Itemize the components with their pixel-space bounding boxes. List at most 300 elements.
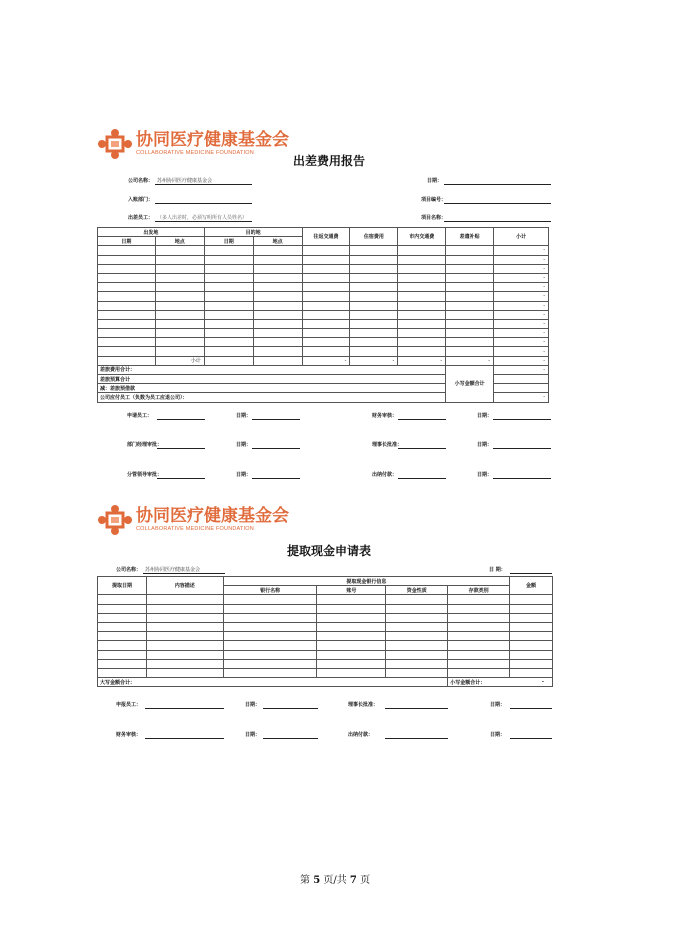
withdrawal-cell[interactable] bbox=[386, 622, 448, 631]
withdrawal-cell[interactable] bbox=[386, 659, 448, 668]
withdrawal-cell[interactable] bbox=[317, 641, 386, 650]
expense-cell[interactable] bbox=[98, 273, 156, 282]
signature-line[interactable] bbox=[398, 478, 446, 479]
expense-cell[interactable] bbox=[446, 273, 494, 282]
signature-label: 申报员工： bbox=[116, 702, 142, 708]
withdrawal-cell[interactable] bbox=[510, 595, 553, 604]
withdrawal-cell[interactable] bbox=[448, 622, 510, 631]
header-allowance: 差遣补贴 bbox=[446, 228, 494, 246]
foundation-logo bbox=[96, 127, 289, 161]
expense-cell[interactable] bbox=[446, 255, 494, 264]
signature-label: 分管领导审批： bbox=[127, 472, 163, 478]
summary-total-expense: 差旅费用合计： bbox=[98, 365, 446, 374]
logo-cn-text: 协同医疗健康基金会 bbox=[136, 505, 289, 526]
withdrawal-cell[interactable] bbox=[223, 632, 317, 641]
withdrawal-cell[interactable] bbox=[146, 650, 223, 659]
withdrawal-row[interactable] bbox=[98, 650, 553, 659]
expense-cell[interactable] bbox=[350, 301, 398, 310]
withdrawal-cell[interactable] bbox=[386, 632, 448, 641]
expense-cell[interactable] bbox=[204, 255, 253, 264]
expense-cell[interactable] bbox=[446, 301, 494, 310]
expense-row[interactable] bbox=[98, 338, 549, 347]
expense-cell[interactable] bbox=[398, 319, 446, 328]
withdrawal-row[interactable] bbox=[98, 659, 553, 668]
expense-cell[interactable] bbox=[155, 292, 204, 301]
withdrawal-cell[interactable] bbox=[223, 604, 317, 613]
signature-line[interactable] bbox=[263, 708, 318, 709]
expense-row[interactable] bbox=[98, 246, 549, 255]
row-subtotal-value[interactable]: - bbox=[494, 329, 549, 338]
header-origin-place: 地点 bbox=[155, 237, 204, 246]
signature-label: 部门经理审批： bbox=[127, 442, 163, 448]
form1-dept-line[interactable] bbox=[155, 203, 252, 204]
signature-line[interactable] bbox=[252, 419, 300, 420]
header-withdraw-date: 提取日期 bbox=[98, 577, 147, 595]
form1-date-label: 日期： bbox=[427, 178, 443, 184]
withdrawal-cell[interactable] bbox=[510, 613, 553, 622]
form2-date-label: 日 期： bbox=[489, 567, 506, 573]
withdrawal-row[interactable] bbox=[98, 604, 553, 613]
form1-title: 出差费用报告 bbox=[293, 154, 366, 168]
expense-cell[interactable] bbox=[155, 273, 204, 282]
signature-line[interactable] bbox=[398, 419, 446, 420]
form1-date-line[interactable] bbox=[444, 184, 551, 185]
expense-cell[interactable] bbox=[98, 310, 156, 319]
row-subtotal-value[interactable]: - bbox=[494, 264, 549, 273]
summary-total-expense-value: - bbox=[494, 365, 549, 374]
form1-traveler-label: 出差员工： bbox=[128, 215, 154, 221]
expense-cell[interactable] bbox=[398, 283, 446, 292]
expense-cell[interactable] bbox=[204, 310, 253, 319]
form2-company-value: 苏州协同医疗健康基金会 bbox=[145, 567, 201, 573]
form1-company-value: 苏州协同医疗健康基金会 bbox=[157, 178, 213, 184]
signature-line[interactable] bbox=[157, 419, 205, 420]
withdrawal-cell[interactable] bbox=[448, 604, 510, 613]
withdrawal-row[interactable] bbox=[98, 613, 553, 622]
withdrawal-cell[interactable] bbox=[386, 668, 448, 677]
form1-dept-label: 入账部门： bbox=[128, 197, 154, 203]
signature-line[interactable] bbox=[493, 478, 551, 479]
header-fund-nature: 资金性质 bbox=[386, 586, 448, 595]
expense-cell[interactable] bbox=[302, 347, 350, 356]
expense-cell[interactable] bbox=[302, 264, 350, 273]
withdrawal-cell[interactable] bbox=[223, 613, 317, 622]
expense-cell[interactable] bbox=[155, 329, 204, 338]
withdrawal-cell[interactable] bbox=[386, 650, 448, 659]
logo-en-text: COLLABORATIVE MEDICINE FOUNDATION bbox=[136, 149, 254, 156]
expense-cell[interactable] bbox=[253, 338, 302, 347]
withdrawal-cell[interactable] bbox=[146, 622, 223, 631]
expense-cell[interactable] bbox=[398, 329, 446, 338]
header-dest-place: 地点 bbox=[253, 237, 302, 246]
expense-cell[interactable] bbox=[398, 292, 446, 301]
expense-cell[interactable] bbox=[253, 264, 302, 273]
expense-row[interactable] bbox=[98, 255, 549, 264]
withdrawal-cell[interactable] bbox=[223, 659, 317, 668]
signature-line[interactable] bbox=[510, 708, 552, 709]
expense-cell[interactable] bbox=[204, 292, 253, 301]
footer-prefix: 第 bbox=[300, 875, 310, 886]
subtotal-transport: - bbox=[302, 356, 350, 365]
withdrawal-row[interactable] bbox=[98, 595, 553, 604]
withdrawal-cell[interactable] bbox=[223, 622, 317, 631]
expense-cell[interactable] bbox=[204, 273, 253, 282]
signature-line[interactable] bbox=[385, 708, 448, 709]
expense-cell[interactable] bbox=[446, 246, 494, 255]
withdrawal-cell[interactable] bbox=[223, 650, 317, 659]
expense-cell[interactable] bbox=[446, 319, 494, 328]
withdrawal-cell[interactable] bbox=[317, 659, 386, 668]
form1-traveler-hint: （多人出差时，必须写明所有人员姓名） bbox=[157, 215, 248, 221]
signature-label: 财务审核： bbox=[372, 413, 398, 419]
expense-cell[interactable] bbox=[446, 310, 494, 319]
expense-cell[interactable] bbox=[204, 347, 253, 356]
signature-line[interactable] bbox=[252, 478, 300, 479]
signature-line[interactable] bbox=[493, 448, 551, 449]
row-subtotal-value[interactable]: - bbox=[494, 273, 549, 282]
withdrawal-cell[interactable] bbox=[317, 595, 386, 604]
withdrawal-cell[interactable] bbox=[510, 650, 553, 659]
footer-total: 7 bbox=[349, 875, 357, 886]
expense-cell[interactable] bbox=[398, 255, 446, 264]
expense-cell[interactable] bbox=[302, 329, 350, 338]
expense-cell[interactable] bbox=[350, 329, 398, 338]
expense-cell[interactable] bbox=[98, 329, 156, 338]
withdrawal-cell[interactable] bbox=[510, 632, 553, 641]
withdrawal-cell[interactable] bbox=[146, 595, 223, 604]
form1-company-line bbox=[155, 184, 252, 185]
withdrawal-cell[interactable] bbox=[386, 641, 448, 650]
withdrawal-cell[interactable] bbox=[510, 622, 553, 631]
expense-cell[interactable] bbox=[98, 255, 156, 264]
expense-cell[interactable] bbox=[204, 246, 253, 255]
expense-cell[interactable] bbox=[302, 283, 350, 292]
expense-cell[interactable] bbox=[155, 301, 204, 310]
form2-company-label: 公司名称： bbox=[116, 567, 142, 573]
expense-cell[interactable] bbox=[98, 338, 156, 347]
expense-cell[interactable] bbox=[98, 301, 156, 310]
expense-cell[interactable] bbox=[98, 319, 156, 328]
expense-cell[interactable] bbox=[204, 338, 253, 347]
expense-cell[interactable] bbox=[398, 246, 446, 255]
withdrawal-cell[interactable] bbox=[146, 613, 223, 622]
expense-cell[interactable] bbox=[446, 283, 494, 292]
expense-cell[interactable] bbox=[398, 264, 446, 273]
subtotal-lodging: - bbox=[350, 356, 398, 365]
row-subtotal-value[interactable]: - bbox=[494, 283, 549, 292]
header-deposit-type: 存款类别 bbox=[448, 586, 510, 595]
expense-cell[interactable] bbox=[155, 310, 204, 319]
expense-cell[interactable] bbox=[155, 338, 204, 347]
expense-cell[interactable] bbox=[98, 347, 156, 356]
signature-line[interactable] bbox=[157, 478, 205, 479]
withdrawal-cell[interactable] bbox=[317, 622, 386, 631]
withdrawal-cell[interactable] bbox=[223, 668, 317, 677]
signature-line[interactable] bbox=[145, 738, 224, 739]
foundation-logo-icon bbox=[96, 127, 134, 161]
expense-cell[interactable] bbox=[350, 310, 398, 319]
expense-cell[interactable] bbox=[350, 264, 398, 273]
withdrawal-cell[interactable] bbox=[98, 622, 147, 631]
withdrawal-cell[interactable] bbox=[448, 595, 510, 604]
expense-cell[interactable] bbox=[398, 310, 446, 319]
withdrawal-cell[interactable] bbox=[510, 641, 553, 650]
header-dest-date: 日期 bbox=[204, 237, 253, 246]
travel-expense-table bbox=[97, 227, 549, 403]
summary-less-advance: 减：差旅预借款 bbox=[98, 384, 446, 393]
expense-cell[interactable] bbox=[253, 347, 302, 356]
header-transport: 往返交通费 bbox=[302, 228, 350, 246]
subtotal-local-transport: - bbox=[398, 356, 446, 365]
withdrawal-cell[interactable] bbox=[317, 613, 386, 622]
expense-row[interactable] bbox=[98, 264, 549, 273]
header-bank-info: 提取现金银行信息 bbox=[223, 577, 509, 586]
expense-row[interactable] bbox=[98, 310, 549, 319]
row-subtotal-value[interactable]: - bbox=[494, 319, 549, 328]
signature-label: 财务审核： bbox=[116, 732, 142, 738]
withdrawal-cell[interactable] bbox=[510, 604, 553, 613]
header-description: 内容描述 bbox=[146, 577, 223, 595]
foundation-logo-icon bbox=[96, 503, 134, 537]
signature-label: 出纳付款： bbox=[348, 732, 374, 738]
summary-payable: 公司应付员工（负数为员工应退公司）： bbox=[98, 393, 446, 402]
signature-label: 理事长批准： bbox=[348, 702, 379, 708]
withdrawal-cell[interactable] bbox=[98, 613, 147, 622]
signature-label: 日期： bbox=[490, 732, 506, 738]
expense-cell[interactable] bbox=[155, 347, 204, 356]
expense-cell[interactable] bbox=[302, 319, 350, 328]
total-lower-label: 小写金额合计： bbox=[450, 679, 486, 686]
withdrawal-cell[interactable] bbox=[98, 659, 147, 668]
row-subtotal-value[interactable]: - bbox=[494, 301, 549, 310]
summary-payable-value: - bbox=[494, 393, 549, 402]
form1-company-label: 公司名称： bbox=[128, 178, 154, 184]
withdrawal-cell[interactable] bbox=[510, 668, 553, 677]
expense-cell[interactable] bbox=[398, 338, 446, 347]
expense-cell[interactable] bbox=[253, 329, 302, 338]
header-origin-date: 日期 bbox=[98, 237, 156, 246]
expense-cell[interactable] bbox=[302, 246, 350, 255]
withdrawal-cell[interactable] bbox=[386, 613, 448, 622]
withdrawal-row[interactable] bbox=[98, 668, 553, 677]
header-origin: 出发地 bbox=[98, 228, 205, 237]
form1-project-no-label: 项目编号： bbox=[421, 197, 447, 203]
expense-cell[interactable] bbox=[302, 301, 350, 310]
expense-row[interactable] bbox=[98, 301, 549, 310]
expense-row[interactable] bbox=[98, 283, 549, 292]
withdrawal-cell[interactable] bbox=[448, 641, 510, 650]
signature-line[interactable] bbox=[157, 448, 205, 449]
signature-line[interactable] bbox=[385, 738, 448, 739]
withdrawal-row[interactable] bbox=[98, 641, 553, 650]
expense-cell[interactable] bbox=[253, 310, 302, 319]
expense-cell[interactable] bbox=[253, 319, 302, 328]
signature-line[interactable] bbox=[145, 708, 224, 709]
expense-row[interactable] bbox=[98, 347, 549, 356]
withdrawal-cell[interactable] bbox=[146, 604, 223, 613]
summary-amount-words: 小写金额合计 bbox=[446, 365, 494, 402]
withdrawal-cell[interactable] bbox=[448, 613, 510, 622]
expense-cell[interactable] bbox=[350, 255, 398, 264]
expense-cell[interactable] bbox=[350, 273, 398, 282]
signature-label: 日期： bbox=[236, 442, 252, 448]
expense-cell[interactable] bbox=[155, 255, 204, 264]
withdrawal-cell[interactable] bbox=[98, 595, 147, 604]
row-subtotal-value[interactable]: - bbox=[494, 310, 549, 319]
expense-cell[interactable] bbox=[350, 347, 398, 356]
expense-cell[interactable] bbox=[350, 319, 398, 328]
withdrawal-cell[interactable] bbox=[510, 659, 553, 668]
signature-line[interactable] bbox=[252, 448, 300, 449]
expense-cell[interactable] bbox=[302, 273, 350, 282]
row-subtotal-value[interactable]: - bbox=[494, 292, 549, 301]
withdrawal-cell[interactable] bbox=[448, 650, 510, 659]
signature-label: 日期： bbox=[236, 472, 252, 478]
expense-cell[interactable] bbox=[155, 246, 204, 255]
withdrawal-cell[interactable] bbox=[386, 595, 448, 604]
withdrawal-cell[interactable] bbox=[146, 668, 223, 677]
expense-cell[interactable] bbox=[253, 255, 302, 264]
withdrawal-row[interactable] bbox=[98, 632, 553, 641]
logo-en-text: COLLABORATIVE MEDICINE FOUNDATION bbox=[136, 525, 254, 532]
expense-cell[interactable] bbox=[253, 246, 302, 255]
withdrawal-cell[interactable] bbox=[386, 604, 448, 613]
expense-cell[interactable] bbox=[98, 292, 156, 301]
subtotal-total: - bbox=[494, 356, 549, 365]
footer-mid: 页/共 bbox=[323, 875, 347, 886]
expense-cell[interactable] bbox=[204, 264, 253, 273]
expense-cell[interactable] bbox=[98, 246, 156, 255]
signature-line[interactable] bbox=[263, 738, 318, 739]
cash-withdrawal-table bbox=[97, 576, 553, 687]
row-subtotal-value[interactable]: - bbox=[494, 338, 549, 347]
withdrawal-row[interactable] bbox=[98, 622, 553, 631]
form1-project-no-line[interactable] bbox=[444, 203, 551, 204]
form1-project-name-label: 项目名称： bbox=[421, 215, 447, 221]
withdrawal-cell[interactable] bbox=[223, 641, 317, 650]
withdrawal-cell[interactable] bbox=[317, 632, 386, 641]
signature-label: 出纳付款： bbox=[372, 472, 398, 478]
expense-cell[interactable] bbox=[155, 319, 204, 328]
total-lower-value: - bbox=[541, 678, 544, 685]
expense-cell[interactable] bbox=[204, 319, 253, 328]
expense-cell[interactable] bbox=[98, 283, 156, 292]
header-account: 账号 bbox=[317, 586, 386, 595]
withdrawal-cell[interactable] bbox=[98, 604, 147, 613]
withdrawal-cell[interactable] bbox=[448, 668, 510, 677]
expense-cell[interactable] bbox=[446, 264, 494, 273]
expense-cell[interactable] bbox=[204, 329, 253, 338]
expense-cell[interactable] bbox=[253, 283, 302, 292]
withdrawal-cell[interactable] bbox=[146, 659, 223, 668]
row-subtotal-value[interactable]: - bbox=[494, 255, 549, 264]
withdrawal-cell[interactable] bbox=[98, 641, 147, 650]
signature-label: 日期： bbox=[236, 413, 252, 419]
signature-line[interactable] bbox=[398, 448, 446, 449]
logo-cn-text: 协同医疗健康基金会 bbox=[136, 129, 289, 150]
header-destination: 目的地 bbox=[204, 228, 302, 237]
withdrawal-cell[interactable] bbox=[98, 650, 147, 659]
expense-cell[interactable] bbox=[204, 283, 253, 292]
expense-cell[interactable] bbox=[350, 292, 398, 301]
expense-cell[interactable] bbox=[398, 273, 446, 282]
expense-cell[interactable] bbox=[253, 301, 302, 310]
withdrawal-cell[interactable] bbox=[317, 650, 386, 659]
expense-cell[interactable] bbox=[155, 264, 204, 273]
foundation-logo-2 bbox=[96, 503, 289, 537]
expense-cell[interactable] bbox=[155, 283, 204, 292]
expense-row[interactable] bbox=[98, 273, 549, 282]
expense-row[interactable] bbox=[98, 329, 549, 338]
row-subtotal-value[interactable]: - bbox=[494, 246, 549, 255]
signature-label: 日期： bbox=[477, 472, 493, 478]
withdrawal-cell[interactable] bbox=[317, 604, 386, 613]
withdrawal-cell[interactable] bbox=[98, 668, 147, 677]
signature-label: 日期： bbox=[477, 413, 493, 419]
signature-label: 申请员工： bbox=[127, 413, 153, 419]
expense-cell[interactable] bbox=[302, 310, 350, 319]
signature-label: 日期： bbox=[477, 442, 493, 448]
footer-suffix: 页 bbox=[360, 875, 371, 886]
header-bank-name: 银行名称 bbox=[223, 586, 317, 595]
expense-cell[interactable] bbox=[398, 301, 446, 310]
expense-cell[interactable] bbox=[350, 283, 398, 292]
expense-cell[interactable] bbox=[302, 292, 350, 301]
header-lodging: 住宿费用 bbox=[350, 228, 398, 246]
signature-label: 日期： bbox=[490, 702, 506, 708]
expense-cell[interactable] bbox=[350, 338, 398, 347]
header-local-transport: 市内交通费 bbox=[398, 228, 446, 246]
expense-cell[interactable] bbox=[204, 301, 253, 310]
withdrawal-cell[interactable] bbox=[448, 659, 510, 668]
signature-label: 日期： bbox=[245, 732, 261, 738]
expense-cell[interactable] bbox=[446, 347, 494, 356]
subtotal-allowance: - bbox=[446, 356, 494, 365]
expense-row[interactable] bbox=[98, 292, 549, 301]
signature-line[interactable] bbox=[510, 738, 552, 739]
row-subtotal-label: 小计 bbox=[155, 356, 204, 365]
expense-cell[interactable] bbox=[253, 292, 302, 301]
withdrawal-cell[interactable] bbox=[223, 595, 317, 604]
expense-cell[interactable] bbox=[302, 255, 350, 264]
form2-title: 提取现金申请表 bbox=[287, 544, 372, 558]
expense-row[interactable] bbox=[98, 319, 549, 328]
form2-date-line[interactable] bbox=[510, 573, 552, 574]
expense-cell[interactable] bbox=[446, 292, 494, 301]
withdrawal-cell[interactable] bbox=[98, 632, 147, 641]
expense-cell[interactable] bbox=[398, 347, 446, 356]
withdrawal-cell[interactable] bbox=[448, 632, 510, 641]
withdrawal-cell[interactable] bbox=[146, 632, 223, 641]
signature-line[interactable] bbox=[493, 419, 551, 420]
form1-traveler-line[interactable] bbox=[155, 221, 252, 222]
expense-cell[interactable] bbox=[350, 246, 398, 255]
expense-cell[interactable] bbox=[253, 273, 302, 282]
withdrawal-cell[interactable] bbox=[317, 668, 386, 677]
form2-company-line bbox=[143, 573, 225, 574]
page-footer bbox=[300, 871, 370, 886]
expense-cell[interactable] bbox=[98, 264, 156, 273]
signature-label: 理事长批准： bbox=[372, 442, 403, 448]
expense-cell[interactable] bbox=[302, 338, 350, 347]
summary-budget-total: 差旅预算合计 bbox=[98, 375, 446, 384]
row-subtotal-value[interactable]: - bbox=[494, 347, 549, 356]
footer-page: 5 bbox=[313, 875, 321, 886]
form1-project-name-line[interactable] bbox=[444, 221, 551, 222]
expense-cell[interactable] bbox=[446, 329, 494, 338]
expense-cell[interactable] bbox=[446, 338, 494, 347]
withdrawal-cell[interactable] bbox=[146, 641, 223, 650]
